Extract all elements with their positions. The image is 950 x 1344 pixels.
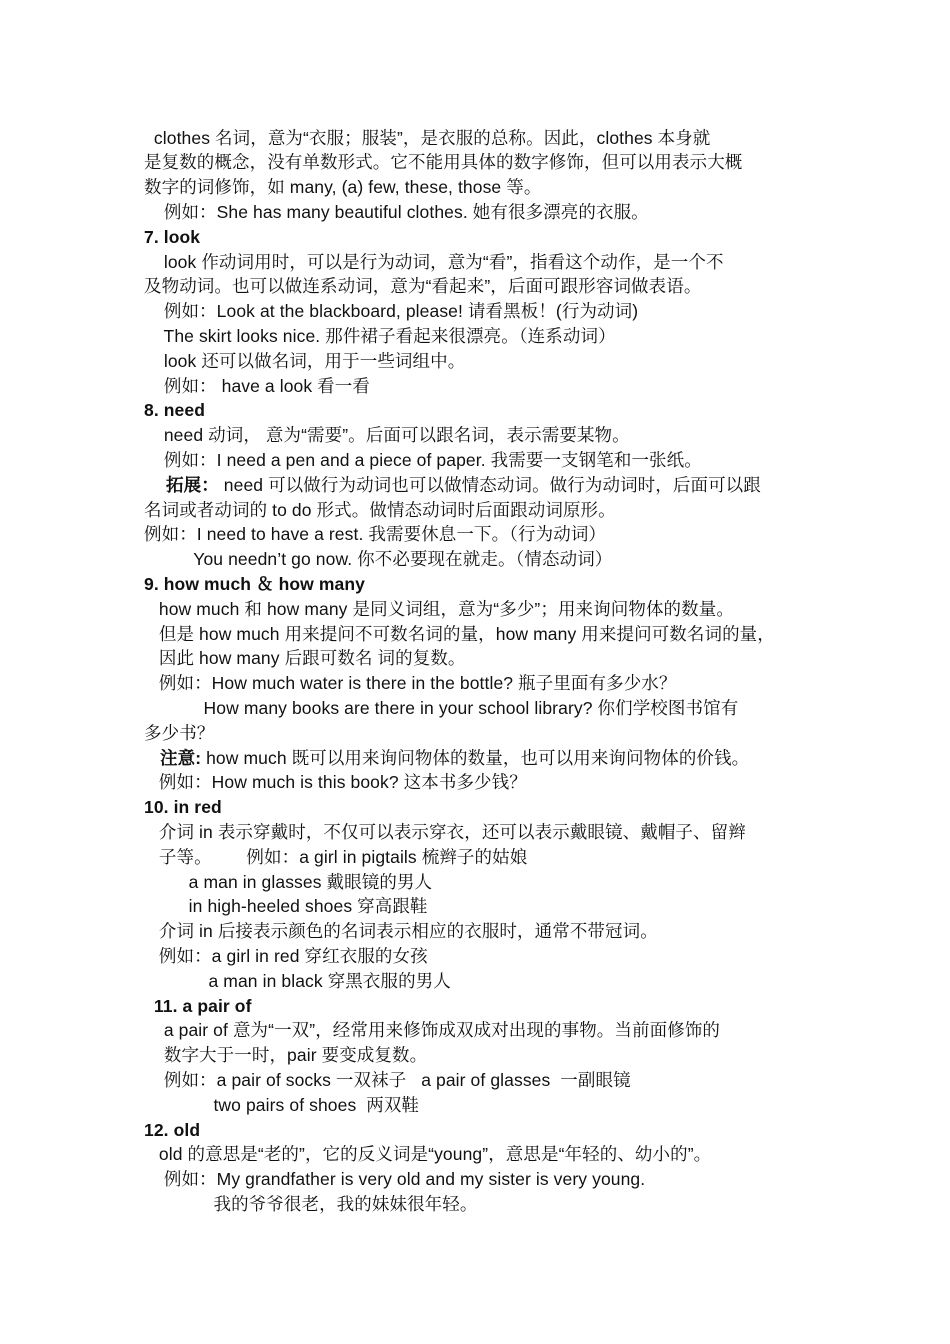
text-line [166, 473, 761, 498]
text-line: 例如： have a look 看一看 [144, 375, 370, 396]
text-line: 例如：Look at the blackboard, please! 请看黑板！(行为动词) [144, 301, 639, 322]
text-line-rest: need 可以做行为动词也可以做情态动词。做行为动词时，后面可以跟 [218, 474, 761, 495]
text-line: clothes 名词，意为“衣服；服装”，是衣服的总称。因此，clothes 本身就 [144, 127, 711, 148]
section-heading-old: 12. old [144, 1119, 201, 1140]
section-heading-a-pair-of: 11. a pair of [144, 995, 252, 1016]
text-line: 例如：a girl in red 穿红衣服的女孩 [144, 945, 428, 966]
text-line: old 的意思是“老的”，它的反义词是“young”，意思是“年轻的、幼小的”。 [144, 1144, 712, 1165]
text-line: 例如：I need to have a rest. 我需要休息一下。（行为动词） [144, 524, 607, 545]
extension-label: 拓展： [166, 474, 219, 495]
text-line: look 还可以做名词，用于一些词组中。 [144, 350, 466, 371]
text-line: a man in black 穿黑衣服的男人 [144, 970, 451, 991]
text-line: how much 和 how many 是同义词组，意为“多少”；用来询问物体的数量。 [144, 598, 734, 619]
text-line: You needn’t go now. 你不必要现在就走。（情态动词） [144, 549, 613, 570]
text-line: 子等。 例如：a girl in pigtails 梳辫子的姑娘 [144, 846, 528, 867]
section-heading-in-red: 10. in red [144, 797, 222, 818]
text-line: 介词 in 后接表示颜色的名词表示相应的衣服时，通常不带冠词。 [144, 921, 658, 942]
text-line: a man in glasses 戴眼镜的男人 [144, 871, 433, 892]
text-line: 例如：My grandfather is very old and my sister is very young. [144, 1169, 646, 1190]
text-line: How many books are there in your school library? 你们学校图书馆有 [144, 697, 739, 718]
text-line: 是复数的概念，没有单数形式。它不能用具体的数字修饰，但可以用表示大概 [144, 152, 743, 173]
text-line: 数字的词修饰，如 many, (a) few, these, those 等。 [144, 177, 542, 198]
text-line-rest: how much 既可以用来询问物体的数量，也可以用来询问物体的价钱。 [201, 747, 750, 768]
text-line: 因此 how many 后跟可数名 词的复数。 [144, 648, 466, 669]
text-line: The skirt looks nice. 那件裙子看起来很漂亮。（连系动词） [144, 325, 616, 346]
section-heading-need: 8. need [144, 400, 206, 421]
text-line: 例如：I need a pen and a piece of paper. 我需要一支钢笔和一张纸。 [144, 449, 702, 470]
text-line: 我的爷爷很老，我的妹妹很年轻。 [144, 1193, 478, 1214]
text-line: 例如：She has many beautiful clothes. 她有很多漂亮的衣服。 [144, 201, 649, 222]
text-line: 例如：a pair of socks 一双袜子 a pair of glasses 一副眼镜 [144, 1069, 631, 1090]
text-line: 例如：How much water is there in the bottle? 瓶子里面有多少水？ [144, 673, 677, 694]
text-line: look 作动词用时，可以是行为动词，意为“看”，指看这个动作，是一个不 [144, 251, 724, 272]
text-line: a pair of 意为“一双”，经常用来修饰成双成对出现的事物。当前面修饰的 [144, 1020, 720, 1041]
text-line: two pairs of shoes 两双鞋 [144, 1094, 420, 1115]
text-line: 但是 how much 用来提问不可数名词的量，how many 用来提问可数名词的量， [144, 623, 775, 644]
text-line [160, 746, 749, 771]
text-line: 介词 in 表示穿戴时，不仅可以表示穿衣，还可以表示戴眼镜、戴帽子、留辫 [144, 821, 746, 842]
text-line: need 动词， 意为“需要”。后面可以跟名词，表示需要某物。 [144, 425, 630, 446]
text-line: 例如：How much is this book? 这本书多少钱？ [144, 772, 527, 793]
note-label: 注意: [160, 747, 202, 768]
text-line: 数字大于一时，pair 要变成复数。 [144, 1045, 428, 1066]
text-line: in high-heeled shoes 穿高跟鞋 [144, 896, 428, 917]
section-heading-look: 7. look [144, 226, 201, 247]
text-line: 名词或者动词的 to do 形式。做情态动词时后面跟动词原形。 [144, 499, 616, 520]
section-heading-how-much: 9. how much ＆ how many [144, 573, 365, 594]
text-line: 及物动词。也可以做连系动词，意为“看起来”，后面可跟形容词做表语。 [144, 276, 702, 297]
text-line: 多少书？ [144, 722, 215, 743]
